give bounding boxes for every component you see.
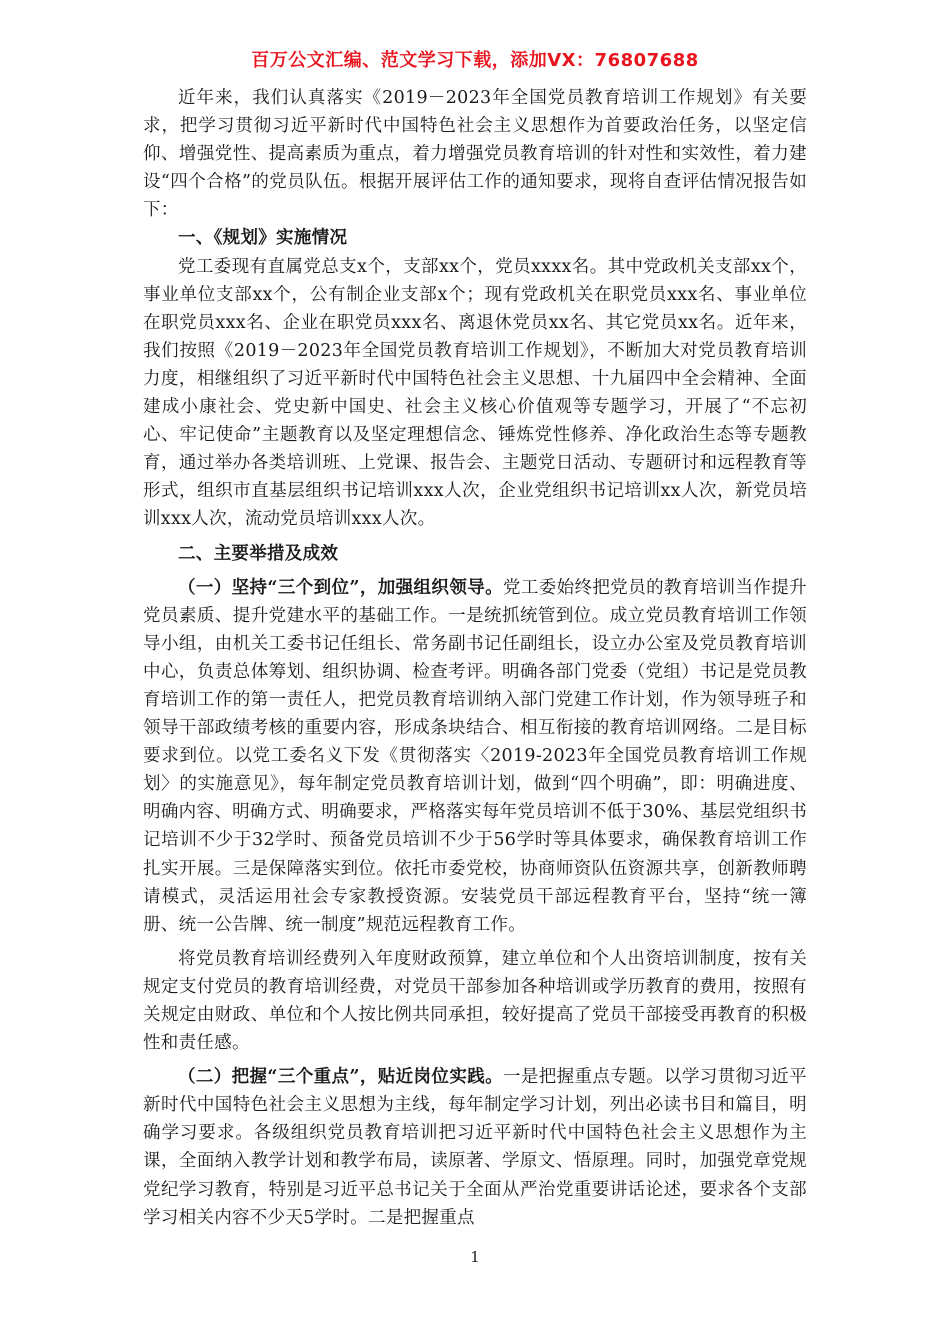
section-heading-measures: 二、主要举措及成效 xyxy=(178,543,339,564)
point1-paragraph xyxy=(143,574,807,939)
point1-body: 党工委始终把党员的教育培训当作提升党员素质、提升党建水平的基础工作。一是统抓统管到位。成立党员教育培训工作领导小组，由机关工委书记任组长、常务副书记任副组长，设立办公室及党员教育培训中心，负责总体筹划、组织协调、检查考评。明确各部门党委（党组）书记是党员教育培训工作的第一责任人，把党员教育培训纳入部门党建工作计划，作为领导班子和领导干部政绩考核的重要内容，形成条块结合、相互衔接的教育培训网络。二是目标要求到位。以党工委名义下发《贯彻落实〈2019-2023年全国党员教育培训工作规划〉的实施意见》，每年制定党员教育培训计划，做到“四个明确”，即：明确进度、明确内容、明确方式、明确要求，严格落实每年党员培训不低于30%、基层党组织书记培训不少于32学时、预备党员培训不少于56学时等具体要求，确保教育培训工作扎实开展。三是保障落实到位。依托市委党校，协商师资队伍资源共享，创新教师聘请模式，灵活运用社会专家教授资源。安装党员干部远程教育平台，坚持“统一簿册、统一公告牌、统一制度”规范远程教育工作。 xyxy=(143,577,807,935)
point2-body: 一是把握重点专题。以学习贯彻习近平新时代中国特色社会主义思想为主线，每年制定学习计划，列出必读书目和篇目，明确学习要求。各级组织党员教育培训把习近平新时代中国特色社会主义思想作为主课，全面纳入教学计划和教学布局，读原著、学原文、悟原理。同时，加强党章党规党纪学习教育，特别是习近平总书记关于全面从严治党重要讲话论述，要求各个支部学习相关内容不少天5学时。二是把握重点 xyxy=(143,1067,807,1228)
implementation-paragraph: 党工委现有直属党总支x个，支部xx个，党员xxxx名。其中党政机关支部xx个，事业单位支部xx个，公有制企业支部x个；现有党政机关在职党员xxx名、事业单位在职党员xxx名、企业在职党员xxx名、离退休党员xx名、其它党员xx名。近年来，我们按照《2019－2023年全国党员教育培训工作规划》，不断加大对党员教育培训力度，相继组织了习近平新时代中国特色社会主义思想、十九届四中全会精神、全面建成小康社会、党史新中国史、社会主义核心价值观等专题学习，开展了“不忘初心、牢记使命”主题教育以及坚定理想信念、锤炼党性修养、净化政治生态等专题教育，通过举办各类培训班、上党课、报告会、主题党日活动、专题研讨和远程教育等形式，组织市直基层组织书记培训xxx人次，企业党组织书记培训xx人次，新党员培训xxx人次，流动党员培训xxx人次。 xyxy=(143,256,807,530)
intro-paragraph: 近年来，我们认真落实《2019－2023年全国党员教育培训工作规划》有关要求，把学习贯彻习近平新时代中国特色社会主义思想作为首要政治任务，以坚定信仰、增强党性、提高素质为重点，着力增强党员教育培训的针对性和实效性，着力建设“四个合格”的党员队伍。根据开展评估工作的通知要求，现将自查评估情况报告如下： xyxy=(143,88,807,221)
point2-paragraph xyxy=(143,1063,807,1232)
page-number: 1 xyxy=(470,1248,480,1266)
document-body xyxy=(143,84,807,1232)
watermark-banner: 百万公文汇编、范文学习下载，添加VX：76807688 xyxy=(251,50,699,71)
section-heading-implementation: 一、《规划》实施情况 xyxy=(178,228,348,249)
point1-lead: （一）坚持“三个到位”，加强组织领导。 xyxy=(178,577,503,598)
funding-paragraph: 将党员教育培训经费列入年度财政预算，建立单位和个人出资培训制度，按有关规定支付党员的教育培训经费，对党员干部参加各种培训或学历教育的费用，按照有关规定由财政、单位和个人按比例共同承担，较好提高了党员干部接受再教育的积极性和责任感。 xyxy=(143,948,807,1054)
point2-lead: （二）把握“三个重点”，贴近岗位实践。 xyxy=(178,1067,503,1088)
